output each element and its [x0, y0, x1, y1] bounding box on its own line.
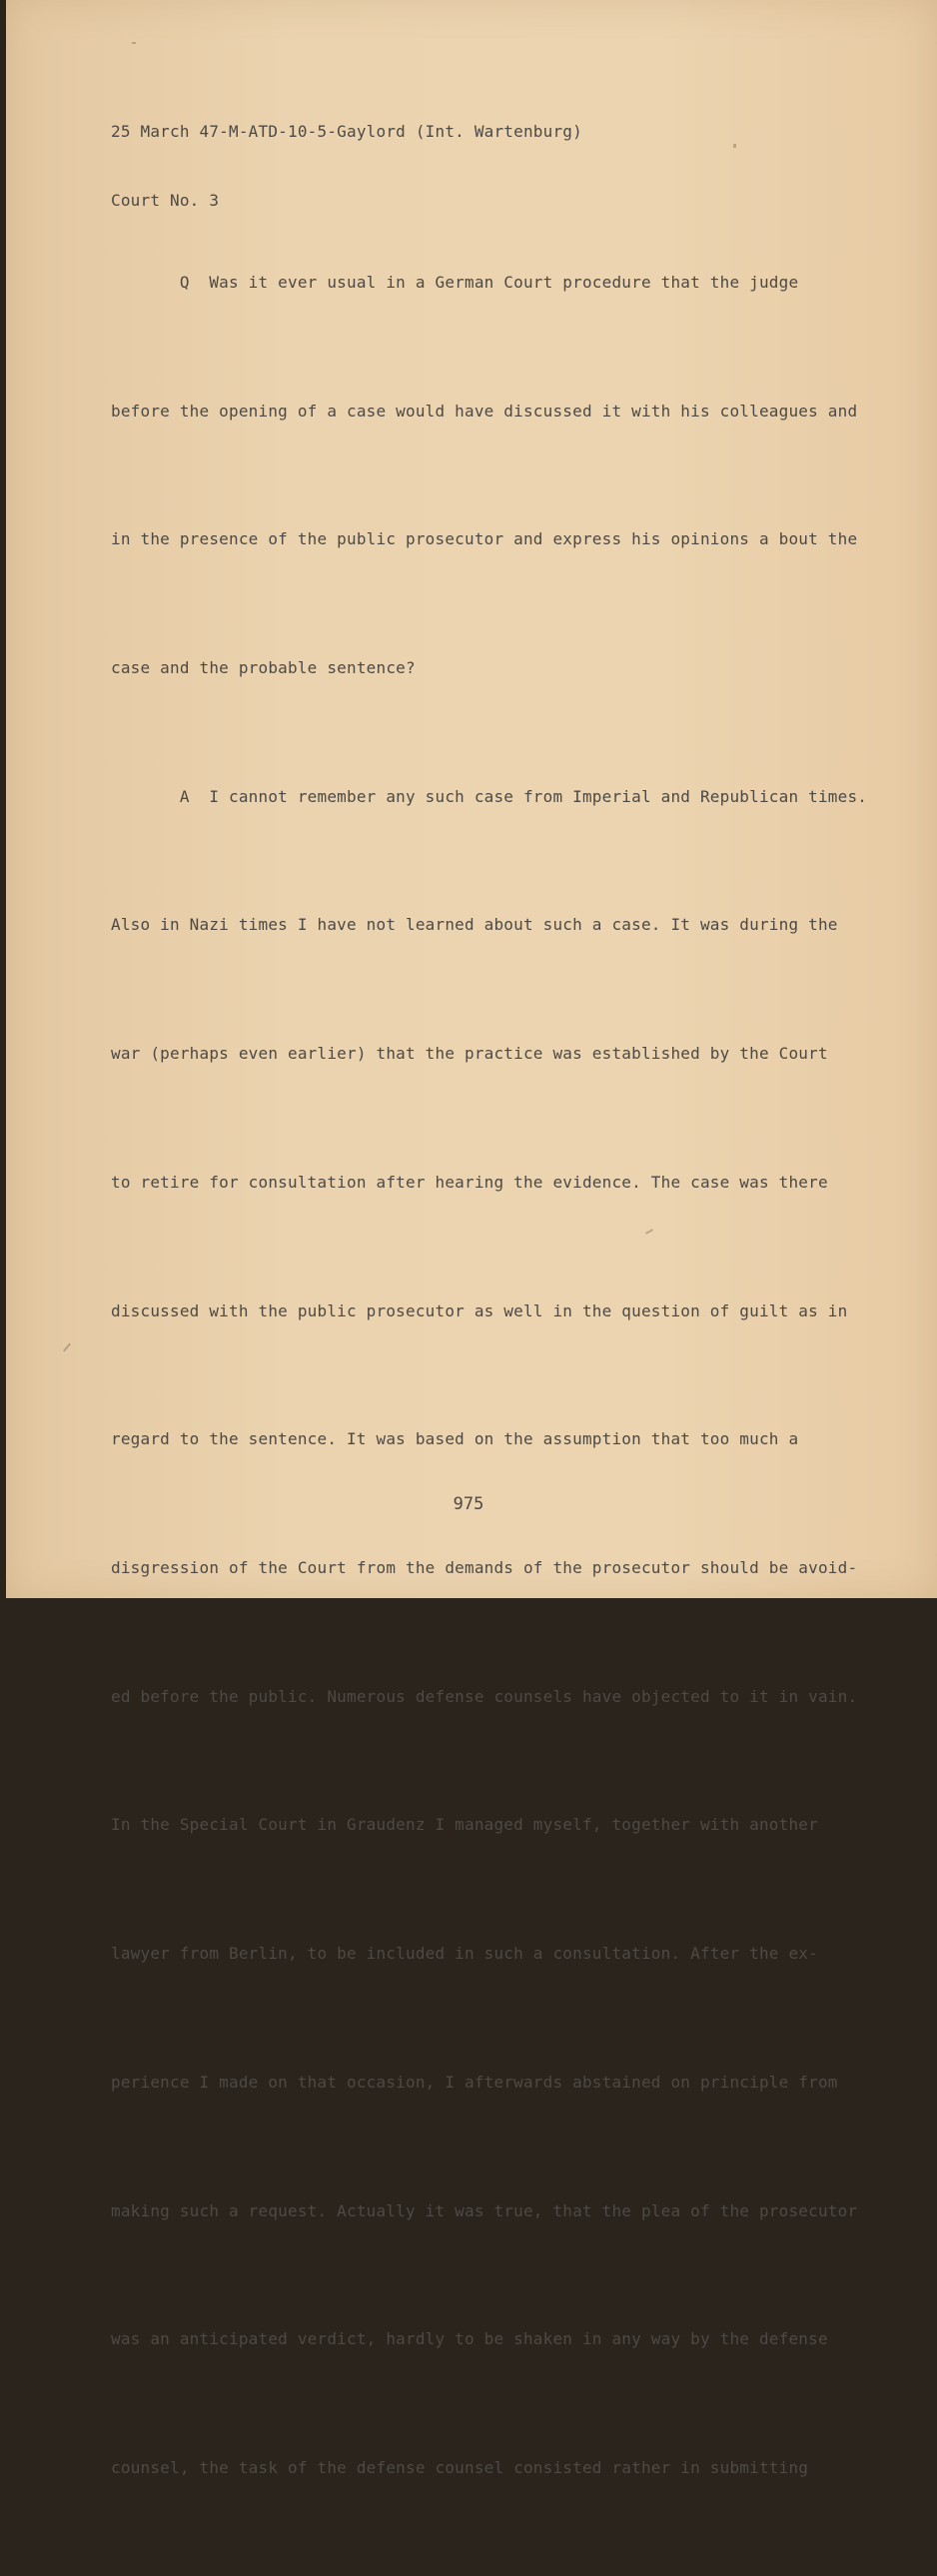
header-line-date-reference: 25 March 47-M-ATD-10-5-Gaylord (Int. Wartenburg) — [111, 122, 582, 141]
body-line: Q Was it ever usual in a German Court procedure that the judge — [111, 272, 799, 292]
body-line: case and the probable sentence? — [111, 657, 416, 677]
body-line: A I cannot remember any such case from Imperial and Republican times. — [111, 786, 868, 806]
body-line: to retire for consultation after hearing the evidence. The case was there — [111, 1172, 828, 1192]
body-line: making such a request. Actually it was true, that the plea of the prosecutor — [111, 2200, 858, 2220]
paper-speck — [63, 1343, 71, 1352]
body-line: perience I made on that occasion, I afterwards abstained on principle from — [111, 2072, 838, 2092]
body-line: ed before the public. Numerous defense counsels have objected to it in vain. — [111, 1686, 858, 1706]
body-line: was an anticipated verdict, hardly to be shaken in any way by the defense — [111, 2329, 828, 2349]
testimony-body — [111, 176, 867, 2576]
body-line: In the Special Court in Graudenz I managed myself, together with another — [111, 1815, 818, 1835]
header-line-court: Court No. 3 — [111, 191, 220, 210]
document-page — [6, 0, 937, 2478]
body-line: disgression of the Court from the demands of the prosecutor should be avoid- — [111, 1558, 858, 1577]
paper-speck — [733, 144, 736, 148]
body-line: war (perhaps even earlier) that the practice was established by the Court — [111, 1044, 828, 1064]
body-line: Also in Nazi times I have not learned about such a case. It was during the — [111, 915, 838, 935]
body-line: discussed with the public prosecutor as well in the question of guilt as in — [111, 1300, 848, 1320]
body-line: regard to the sentence. It was based on the assumption that too much a — [111, 1429, 799, 1449]
body-line: lawyer from Berlin, to be included in such a consultation. After the ex- — [111, 1944, 818, 1964]
paper-speck — [132, 42, 136, 44]
body-line: before the opening of a case would have discussed it with his colleagues and — [111, 401, 858, 421]
page-number: 975 — [453, 1494, 484, 1514]
body-line: counsel, the task of the defense counsel consisted rather in submitting — [111, 2458, 809, 2478]
body-line: in the presence of the public prosecutor and express his opinions a bout the — [111, 529, 858, 549]
